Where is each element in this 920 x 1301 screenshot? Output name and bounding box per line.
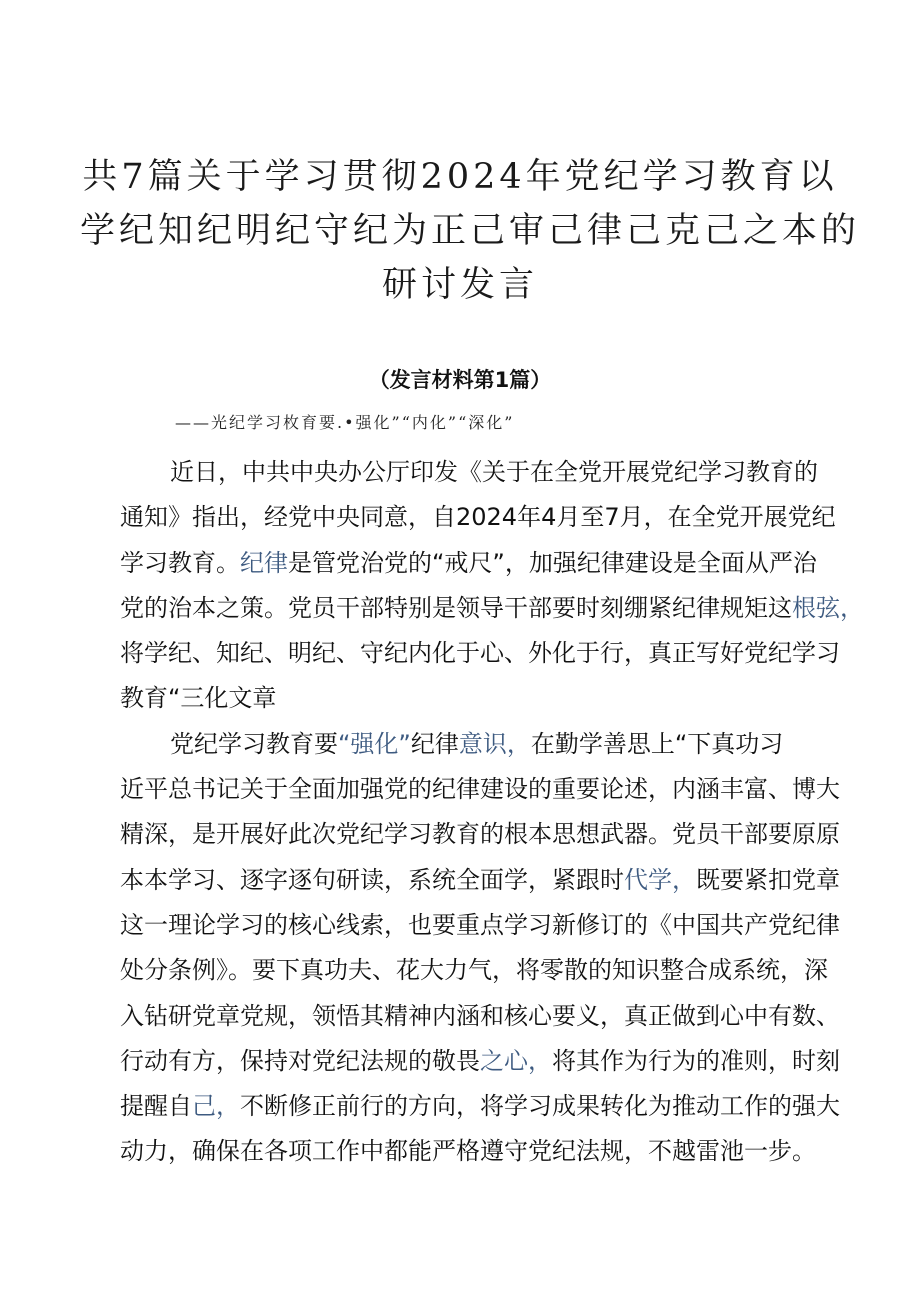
section-heading: （发言材料第1篇） (368, 368, 552, 392)
highlighted-text: 纪律 (240, 548, 288, 577)
paragraph-1-line: 通知》指出，经党中央同意，自2024年4月至7月，在全党开展党纪 (120, 503, 836, 532)
paragraph-1-line: 党的治本之策。党员干部特别是领导干部要时刻绷紧纪律规矩这根弦， (120, 593, 864, 622)
paragraph-2-line: 精深，是开展好此次党纪学习教育的根本思想武器。党员干部要原原 (120, 820, 840, 849)
highlighted-text: 根弦， (792, 593, 864, 622)
title-line-1: 共7篇关于学习贯彻2024年党纪学习教育以 (82, 157, 838, 197)
paragraph-1-line: 学习教育。纪律是管党治党的“戒尺”，加强纪律建设是全面从严治 (120, 548, 817, 577)
paragraph-1-line: 教育“三化文章 (120, 684, 277, 713)
paragraph-1-line: 将学纪、知纪、明纪、守纪内化于心、外化于行，真正写好党纪学习 (120, 639, 840, 668)
paragraph-2-line: 本本学习、逐字逐句研读，系统全面学，紧跟时代学，既要紧扣党章 (120, 865, 840, 894)
paragraph-2-line: 提醒自己，不断修正前行的方向，将学习成果转化为推动工作的强大 (120, 1092, 840, 1121)
highlighted-text: 之心， (480, 1046, 552, 1075)
highlighted-text: 己， (192, 1092, 240, 1121)
title-line-3: 研讨发言 (381, 265, 538, 305)
paragraph-2-line: 这一理论学习的核心线索，也要重点学习新修订的《中国共产党纪律 (120, 910, 840, 939)
highlighted-text: 代学， (624, 865, 696, 894)
paragraph-2-line: 入钻研党章党规，领悟其精神内涵和核心要义，真正做到心中有数、 (120, 1001, 840, 1030)
document-title (80, 150, 861, 312)
highlighted-text: “强化” (338, 729, 411, 758)
paragraph-2-line: 动力，确保在各项工作中都能严格遵守党纪法规，不越雷池一步。 (120, 1137, 816, 1166)
paragraph-2-line: 近平总书记关于全面加强党的纪律建设的重要论述，内涵丰富、博大 (120, 775, 840, 804)
highlighted-text: 意识， (458, 729, 531, 758)
paragraph-2-line: 行动有方，保持对党纪法规的敬畏之心，将其作为行为的准则，时刻 (120, 1046, 840, 1075)
paragraph-1-line: 近日，中共中央办公厅印发《关于在全党开展党纪学习教育的 (170, 458, 818, 486)
paragraph-2-line: 党纪学习教育要“强化”纪律意识，在勤学善思上“下真功习 (170, 729, 784, 758)
body-text (120, 450, 864, 1175)
section-subtitle: ——光纪学习枚育要.•强化”“内化”“深化” (175, 413, 515, 432)
title-line-2: 学纪知纪明纪守纪为正己审己律己克己之本的 (80, 211, 861, 251)
paragraph-2-line: 处分条例》。要下真功夫、花大力气，将零散的知识整合成系统，深 (120, 956, 828, 985)
